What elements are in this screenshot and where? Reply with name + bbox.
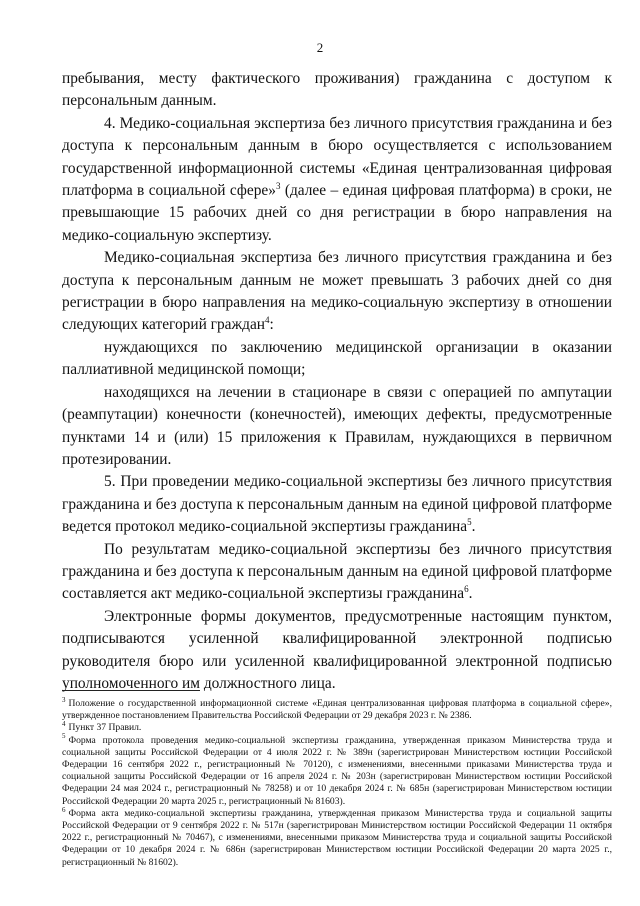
footnote-4: $^4$ Пункт 37 Правил. [62,720,142,734]
paragraph-5: находящихся на лечении в стационаре в связи с операцией по ампутации (реампутации) конечности (конечностей), имеющих дефекты, предусмотренные пунктами 14 и (или) 15 приложения к Правилам, нуждающихся в первичном протезировании. [62,383,612,468]
footnote-ref-5: 5 [467,517,472,527]
paragraph-8: Электронные формы документов, предусмотренные настоящим пунктом, подписываются усиленной квалифицированной электронной подписью руководителя бюро или усиленной квалифицированной электронной подписью уполномоченного им должностного лица. [62,607,612,692]
paragraph-6: 5. При проведении медико-социальной экспертизы без личного присутствия гражданина и без доступа к персональным данным на единой цифровой платформе ведется протокол медико-социальной экспертизы гражданина$^5$. [62,473,612,536]
paragraph-7: По результатам медико-социальной экспертизы без личного присутствия гражданина и без доступа к персональным данным на единой цифровой платформе составляется акт медико-социальной экспертизы гражданина$^6$. [62,540,612,603]
footnote-separator [62,690,200,691]
footnotes [62,695,612,869]
page-number: 2 [316,40,324,55]
paragraph-2: 4. Медико-социальная экспертиза без личного присутствия гражданина и без доступа к персональным данным в бюро осуществляется с использованием государственной информационной системы «Единая централизованная цифровая платформа в социальной сфере»$^3$ (далее – единая цифровая платформа) в сроки, не превышающие 15 рабочих дней со дня регистрации в бюро направления на медико-социальную экспертизу. [62,114,612,244]
footnote-ref-4: 4 [265,315,270,326]
footnote-6: $^6$ Форма акта медико-социальной экспертизы гражданина, утвержденная приказом Министерства труда и социальной защиты Российской Федерации от 9 сентября 2022 г. № 517н (зарегистрирован Министерством юстиции Российской Федерации 11 октября 2022 г., регистрационный № 70467), с изменениями, внесенными приказом Министерства труда и социальной защиты Российской Федерации от 10 декабря 2024 г. № 686н (зарегистрирован Министерством юстиции Российской Федерации 20 марта 2025 г., регистрационный № 81602). [62,805,612,868]
footnote-ref-6: 6 [464,584,469,595]
footnote-3: $^3$ Положение о государственной информационной системе «Единая централизованная цифровая платформа в социальной сфере», утвержденное постановлением Правительства Российской Федерации от 29 декабря 2023 г. № 2386. [62,695,612,722]
footnote-5: $^5$ Форма протокола проведения медико-социальной экспертизы гражданина, утвержденная приказом Министерства труда и социальной защиты Российской Федерации от 4 июля 2022 г. № 389н (зарегистрирован Министерством юстиции Российской Федерации 16 сентября 2022 г., регистрационный № 70120), с изменениями, внесенными приказами Министерства труда и социальной защиты Российской Федерации от 16 апреля 2024 г. № 203н (зарегистрирован Министерством юстиции Российской Федерации 24 мая 2024 г., регистрационный № 78258) и от 10 декабря 2024 г. № 685н (зарегистрирован Министерством юстиции Российской Федерации 20 марта 2025 г., регистрационный № 81603). [62,732,612,807]
document-body [62,68,612,695]
paragraph-4: нуждающихся по заключению медицинской организации в оказании паллиативной медицинской помощи; [62,338,612,379]
paragraph-3: Медико-социальная экспертиза без личного присутствия гражданина и без доступа к персональным данным не может превышать 3 рабочих дней со дня регистрации в бюро направления на медико-социальную экспертизу в отношении следующих категорий граждан$^4$: [62,249,612,334]
footnote-ref-3: 3 [275,180,281,191]
paragraph-1: пребывания, месту фактического проживания) гражданина с доступом к персональным данным. [62,70,612,110]
